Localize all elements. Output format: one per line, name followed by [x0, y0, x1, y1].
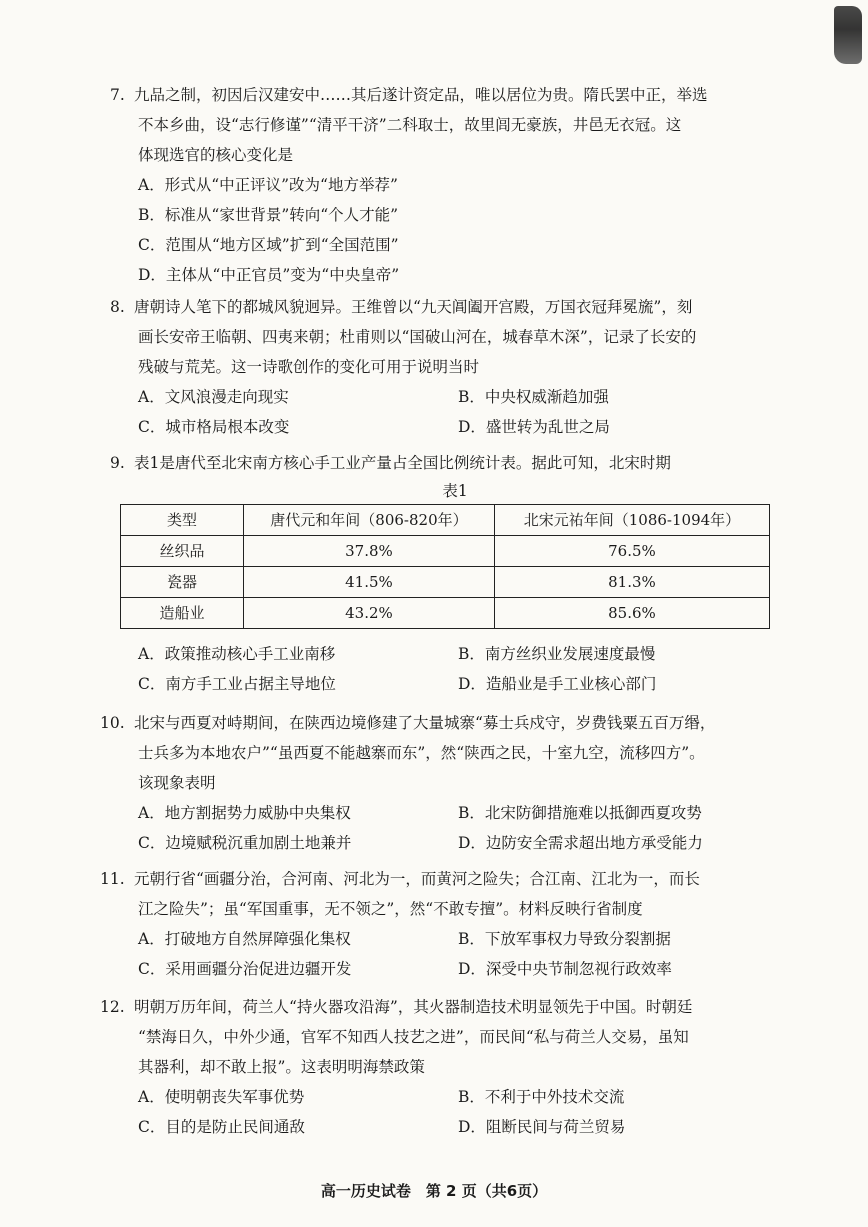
option-10b[interactable]: B．北宋防御措施难以抵御西夏攻势 — [458, 804, 702, 822]
option-11d[interactable]: D．深受中央节制忽视行政效率 — [458, 960, 672, 978]
table-header-row — [121, 505, 770, 536]
table-caption: 表1 — [442, 482, 468, 500]
option-10c[interactable]: C．边境赋税沉重加剧土地兼并 — [138, 834, 352, 852]
table-cell: 37.8% — [244, 536, 495, 567]
question-8-line-1: 8. 唐朝诗人笔下的都城风貌迥异。王维曾以“九天阊阖开宫殿，万国衣冠拜冕旒”，刻 — [110, 298, 693, 316]
table-cell: 瓷器 — [121, 567, 244, 598]
option-7c[interactable]: C．范围从“地方区域”扩到“全国范围” — [138, 236, 399, 254]
table-row — [121, 536, 770, 567]
option-8b[interactable]: B．中央权威渐趋加强 — [458, 388, 609, 406]
table-row — [121, 598, 770, 629]
question-7-line-1: 7. 九品之制，初因后汉建安中……其后遂计资定品，唯以居位为贵。隋氏罢中正，举选 — [110, 86, 708, 104]
option-7b[interactable]: B．标准从“家世背景”转向“个人才能” — [138, 206, 399, 224]
question-11-line-2: 江之险失”；虽“军国重事，无不领之”，然“不敢专擅”。材料反映行省制度 — [138, 900, 643, 918]
question-7-line-2: 不本乡曲，设“志行修谨”“清平干济”二科取士，故里闾无豪族，井邑无衣冠。这 — [138, 116, 682, 134]
option-12b[interactable]: B．不利于中外技术交流 — [458, 1088, 625, 1106]
table-cell: 43.2% — [244, 598, 495, 629]
question-11-line-1: 11. 元朝行省“画疆分治，合河南、河北为一，而黄河之险失；合江南、江北为一，而长 — [100, 870, 700, 888]
option-12c[interactable]: C．目的是防止民间通敌 — [138, 1118, 305, 1136]
question-10 — [100, 708, 800, 858]
option-9b[interactable]: B．南方丝织业发展速度最慢 — [458, 645, 656, 663]
question-10-line-1: 10. 北宋与西夏对峙期间，在陕西边境修建了大量城寨“募士兵戍守，岁费钱粟五百万缗， — [100, 714, 716, 732]
option-9d[interactable]: D．造船业是手工业核心部门 — [458, 675, 657, 693]
option-11c[interactable]: C．采用画疆分治促进边疆开发 — [138, 960, 352, 978]
table-header: 类型 — [121, 505, 244, 536]
table-cell: 丝织品 — [121, 536, 244, 567]
question-8-line-3: 残破与荒芜。这一诗歌创作的变化可用于说明当时 — [138, 358, 480, 376]
table-cell: 76.5% — [494, 536, 769, 567]
question-9-line-1: 9. 表1是唐代至北宋南方核心手工业产量占全国比例统计表。据此可知，北宋时期 — [110, 454, 671, 472]
table-header: 北宋元祐年间（1086-1094年） — [494, 505, 769, 536]
table-cell: 85.6% — [494, 598, 769, 629]
option-8c[interactable]: C．城市格局根本改变 — [138, 418, 290, 436]
question-7-line-3: 体现选官的核心变化是 — [138, 146, 294, 164]
question-9 — [110, 448, 800, 699]
question-8-line-2: 画长安帝王临朝、四夷来朝；杜甫则以“国破山河在，城春草木深”，记录了长安的 — [138, 328, 697, 346]
option-8a[interactable]: A．文风浪漫走向现实 — [138, 388, 289, 406]
option-10d[interactable]: D．边防安全需求超出地方承受能力 — [458, 834, 703, 852]
question-8 — [110, 292, 800, 442]
option-7a[interactable]: A．形式从“中正评议”改为“地方举荐” — [138, 176, 398, 194]
option-11a[interactable]: A．打破地方自然屏障强化集权 — [138, 930, 351, 948]
option-9c[interactable]: C．南方手工业占据主导地位 — [138, 675, 336, 693]
table-row — [121, 567, 770, 598]
question-12-line-1: 12. 明朝万历年间，荷兰人“持火器攻沿海”，其火器制造技术明显领先于中国。时朝廷 — [100, 998, 693, 1016]
table-cell: 41.5% — [244, 567, 495, 598]
question-10-line-2: 士兵多为本地农户”“虽西夏不能越寨而东”，然“陕西之民，十室九空，流移四方”。 — [138, 744, 705, 762]
option-12a[interactable]: A．使明朝丧失军事优势 — [138, 1088, 305, 1106]
question-12-line-3: 其器利，却不敢上报”。这表明明海禁政策 — [138, 1058, 425, 1076]
page-footer: 高一历史试卷 第 2 页（共6页） — [320, 1182, 548, 1200]
option-12d[interactable]: D．阻断民间与荷兰贸易 — [458, 1118, 626, 1136]
option-8d[interactable]: D．盛世转为乱世之局 — [458, 418, 610, 436]
table-header: 唐代元和年间（806-820年） — [244, 505, 495, 536]
question-11 — [100, 864, 800, 984]
table-cell: 81.3% — [494, 567, 769, 598]
question-10-line-3: 该现象表明 — [138, 774, 216, 792]
binding-mark — [834, 6, 862, 64]
question-12 — [100, 992, 800, 1142]
question-12-line-2: “禁海日久，中外少通，官军不知西人技艺之进”，而民间“私与荷兰人交易，虽知 — [138, 1028, 689, 1046]
option-11b[interactable]: B．下放军事权力导致分裂割据 — [458, 930, 671, 948]
option-7d[interactable]: D．主体从“中正官员”变为“中央皇帝” — [138, 266, 400, 284]
option-10a[interactable]: A．地方割据势力威胁中央集权 — [138, 804, 351, 822]
question-7 — [110, 80, 800, 290]
production-share-table — [120, 504, 770, 629]
option-9a[interactable]: A．政策推动核心手工业南移 — [138, 645, 336, 663]
table-cell: 造船业 — [121, 598, 244, 629]
